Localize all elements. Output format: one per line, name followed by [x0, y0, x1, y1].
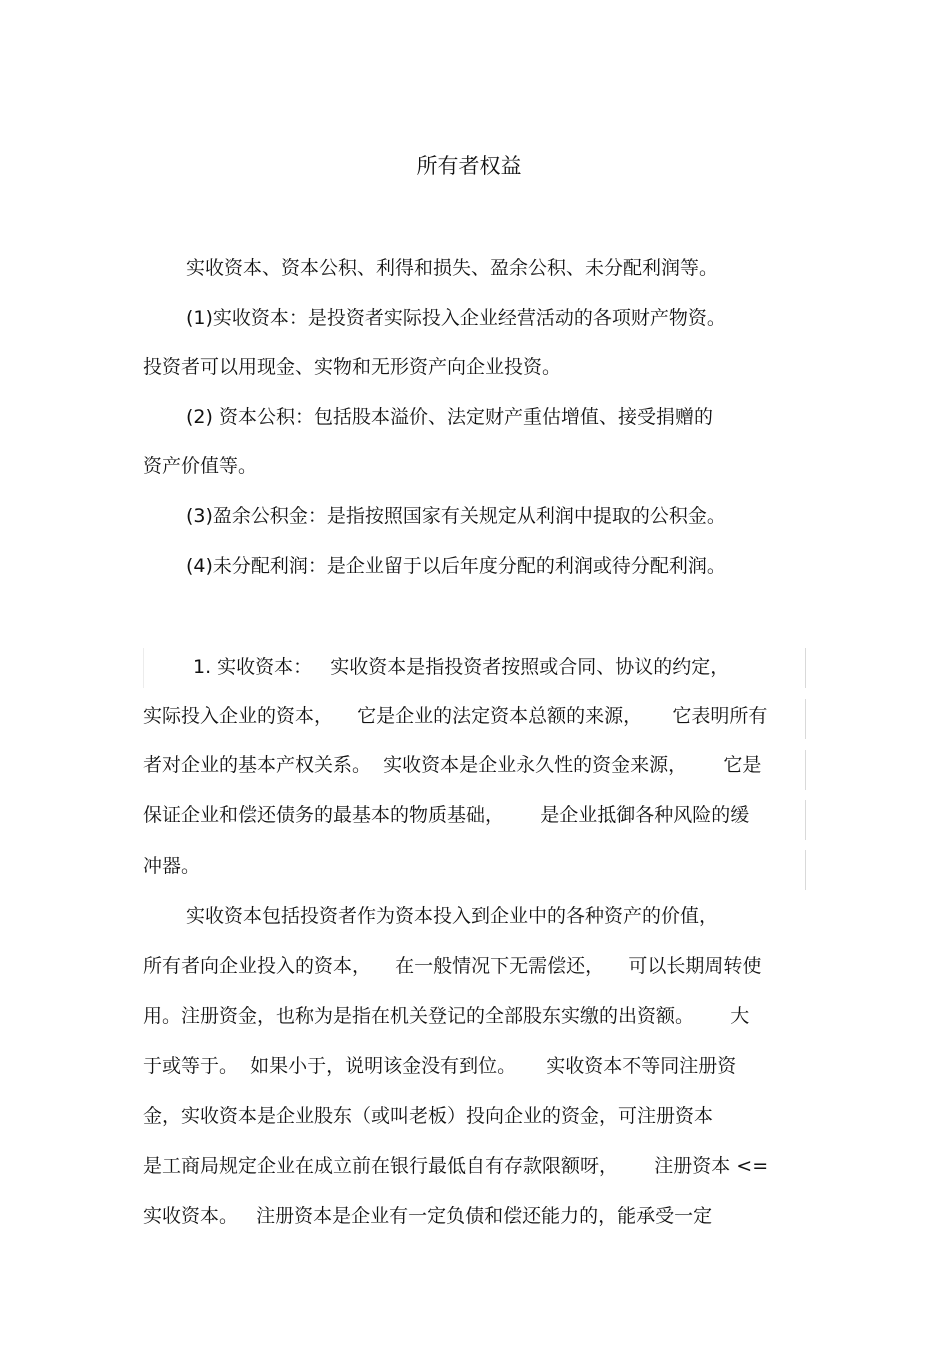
- paragraph-line: (2) 资本公积：包括股本溢价、法定财产重估增值、接受捐赠的: [186, 406, 713, 428]
- box-edge-right: [805, 648, 806, 688]
- paragraph-line: 冲器。: [143, 855, 201, 877]
- box-edge-right: [805, 750, 806, 790]
- document-title: 所有者权益: [416, 154, 522, 178]
- paragraph-line: 者对企业的基本产权关系。 实收资本是企业永久性的资金来源， 它是: [143, 754, 762, 776]
- paragraph-line: (1)实收资本：是投资者实际投入企业经营活动的各项财产物资。: [186, 307, 726, 329]
- paragraph-line: 实收资本。 注册资本是企业有一定负债和偿还能力的，能承受一定: [143, 1205, 713, 1227]
- paragraph-line: 实收资本、资本公积、利得和损失、盈余公积、未分配利润等。: [186, 257, 719, 279]
- box-edge-left: [143, 648, 144, 688]
- paragraph-line: 投资者可以用现金、实物和无形资产向企业投资。: [143, 356, 562, 378]
- paragraph-line: 所有者向企业投入的资本， 在一般情况下无需偿还， 可以长期周转使: [143, 955, 762, 977]
- paragraph-line: 保证企业和偿还债务的最基本的物质基础， 是企业抵御各种风险的缓: [143, 804, 750, 826]
- paragraph-line: 金，实收资本是企业股东（或叫老板）投向企业的资金，可注册资本: [143, 1105, 714, 1127]
- paragraph-line: 资产价值等。: [143, 455, 258, 477]
- paragraph-line: (4)未分配利润：是企业留于以后年度分配的利润或待分配利润。: [186, 555, 726, 577]
- paragraph-line: (3)盈余公积金：是指按照国家有关规定从利润中提取的公积金。: [186, 505, 726, 527]
- paragraph-line: 于或等于。 如果小于，说明该金没有到位。 实收资本不等同注册资: [143, 1055, 737, 1077]
- paragraph-line: 1. 实收资本： 实收资本是指投资者按照或合同、协议的约定，: [193, 656, 730, 678]
- paragraph-line: 用。注册资金，也称为是指在机关登记的全部股东实缴的出资额。 大: [143, 1005, 750, 1027]
- box-edge-right: [805, 800, 806, 840]
- box-edge-right: [805, 850, 806, 890]
- paragraph-line: 实收资本包括投资者作为资本投入到企业中的各种资产的价值，: [186, 905, 719, 927]
- paragraph-line: 是工商局规定企业在成立前在银行最低自有存款限额呀， 注册资本 <=: [143, 1155, 769, 1177]
- paragraph-line: 实际投入企业的资本， 它是企业的法定资本总额的来源， 它表明所有: [143, 705, 768, 727]
- box-edge-right: [805, 699, 806, 739]
